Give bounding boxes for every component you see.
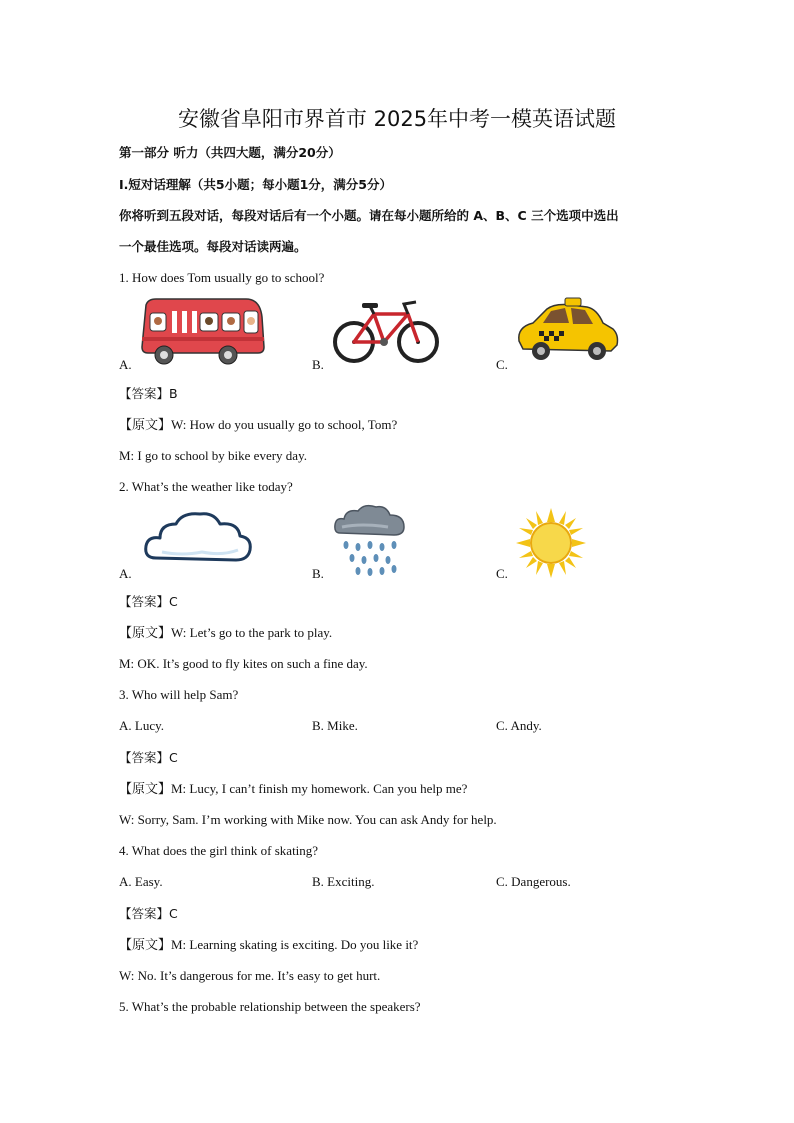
bicycle-icon [332,298,440,368]
question-5: 5. What’s the probable relationship between the speakers? [119,999,421,1014]
q1-option-c-label: C. [496,357,508,372]
instructions-line2: 一个最佳选项。每段对话读两遍。 [119,239,307,254]
q3-option-a: A. Lucy. [119,718,165,733]
q3-reply: W: Sorry, Sam. I’m working with Mike now. You can ask Andy for help. [119,812,497,827]
question-3: 3. Who will help Sam? [119,687,239,702]
q2-reply: M: OK. It’s good to fly kites on such a fine day. [119,656,368,671]
q1-option-a-label: A. [119,357,132,372]
question-4: 4. What does the girl think of skating? [119,843,319,858]
q3-original: 【原文】M: Lucy, I can’t finish my homework. Can you help me? [119,781,468,796]
q3-option-c: C. Andy. [496,718,542,733]
q3-option-b: B. Mike. [312,718,358,733]
q4-answer: 【答案】C [119,906,178,921]
q4-option-a: A. Easy. [119,874,163,889]
q4-original: 【原文】M: Learning skating is exciting. Do you like it? [119,937,419,952]
q2-original: 【原文】W: Let’s go to the park to play. [119,625,333,640]
instructions-line1: 你将听到五段对话，每段对话后有一个小题。请在每小题所给的 A、B、C 三个选项中选出 [119,208,619,223]
question-1: 1. How does Tom usually go to school? [119,270,325,285]
taxi-icon [515,297,620,367]
q4-reply: W: No. It’s dangerous for me. It’s easy to get hurt. [119,968,381,983]
q1-reply: M: I go to school by bike every day. [119,448,307,463]
sun-icon [516,508,586,578]
page-title: 安徽省阜阳市界首市 2025年中考一模英语试题 [177,107,617,131]
part1-heading: 第一部分 听力（共四大题，满分20分） [119,145,341,160]
q1-answer: 【答案】B [119,386,178,401]
q1-original: 【原文】W: How do you usually go to school, Tom? [119,417,398,432]
q2-option-c-label: C. [496,566,508,581]
q2-option-a-label: A. [119,566,132,581]
section1-heading: I.短对话理解（共5小题；每小题1分，满分5分） [119,177,392,192]
q3-answer: 【答案】C [119,750,178,765]
q2-answer: 【答案】C [119,594,178,609]
bus-icon [138,297,266,367]
rain-cloud-icon [332,503,408,577]
q4-option-b: B. Exciting. [312,874,375,889]
q1-option-b-label: B. [312,357,324,372]
question-2: 2. What’s the weather like today? [119,479,293,494]
cloud-icon [142,508,254,570]
q2-option-b-label: B. [312,566,324,581]
q4-option-c: C. Dangerous. [496,874,571,889]
